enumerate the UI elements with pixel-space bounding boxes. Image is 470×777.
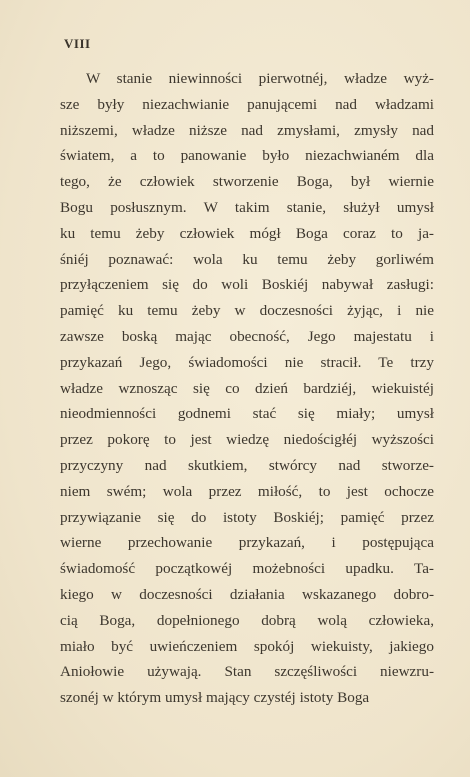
text-line: szonéj w którym umysł mający czystéj istoty Boga bbox=[60, 689, 370, 707]
text-line: Bogu posłusznym. W takim stanie, służył umysł bbox=[60, 198, 434, 216]
text-line: władze wznosząc się co dzień bardziéj, wiekuistéj bbox=[60, 379, 434, 397]
text-line: nieodmienności godnemi stać się miały; umysł bbox=[60, 405, 434, 423]
text-line: światem, a to panowanie było niezachwianém dla bbox=[60, 147, 434, 165]
text-line: cią Boga, dopełnionego dobrą wolą człowieka, bbox=[60, 611, 434, 629]
text-line: ku temu żeby człowiek mógł Boga coraz to ja- bbox=[60, 224, 434, 242]
text-line: tego, że człowiek stworzenie Boga, był wiernie bbox=[60, 173, 434, 191]
text-line: Aniołowie używają. Stan szczęśliwości niewzru- bbox=[60, 663, 434, 681]
text-line: przyczyny nad skutkiem, stwórcy nad stworze- bbox=[60, 456, 434, 474]
text-line: przykazań Jego, świadomości nie stracił. Te trzy bbox=[60, 353, 434, 371]
text-line: niższemi, władze niższe nad zmysłami, zmysły nad bbox=[60, 121, 434, 139]
text-line: niem swém; wola przez miłość, to jest ochocze bbox=[60, 482, 434, 500]
text-line: przyłączeniem się do woli Boskiéj nabywał zasługi: bbox=[60, 276, 434, 294]
body-text bbox=[60, 66, 434, 711]
text-line: przywiązanie się do istoty Boskiéj; pamięć przez bbox=[60, 508, 434, 526]
text-line: miało być uwieńczeniem spokój wiekuisty, jakiego bbox=[60, 637, 434, 655]
text-line: przez pokorę to jest wiedzę niedościgłéj wyższości bbox=[60, 431, 434, 449]
text-line: śniéj poznawać: wola ku temu żeby gorliwém bbox=[60, 250, 434, 268]
text-line: kiego w doczesności działania wskazanego dobro- bbox=[60, 585, 434, 603]
text-line: świadomość początkowéj możebności upadku. Ta- bbox=[60, 560, 434, 578]
page-number: VIII bbox=[64, 36, 91, 51]
text-line: sze były niezachwianie panującemi nad władzami bbox=[60, 95, 434, 113]
text-line: pamięć ku temu żeby w doczesności żyjąc, i nie bbox=[60, 302, 434, 320]
text-line: wierne przechowanie przykazań, i postępująca bbox=[60, 534, 434, 552]
text-line: zawsze boską mając obecność, Jego majestatu i bbox=[60, 327, 434, 345]
text-line: W stanie niewinności pierwotnéj, władze wyż- bbox=[86, 70, 434, 87]
